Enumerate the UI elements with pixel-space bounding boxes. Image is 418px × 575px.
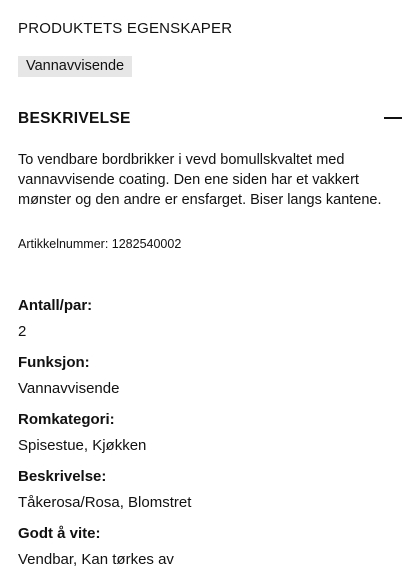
property-tag-water-repellent[interactable]: Vannavvisende [18, 56, 132, 77]
attribute-value: Tåkerosa/Rosa, Blomstret [18, 494, 192, 511]
attribute-quantity [18, 296, 402, 342]
attribute-value: 2 [18, 323, 27, 340]
article-number: Artikkelnummer: 1282540002 [18, 237, 182, 251]
attribute-label: Romkategori: [18, 411, 115, 428]
description-accordion-header[interactable] [18, 108, 402, 130]
attribute-label: Funksjon: [18, 354, 90, 371]
attribute-label: Antall/par: [18, 297, 93, 314]
attribute-room-category [18, 410, 402, 456]
attribute-description [18, 467, 402, 513]
attribute-label: Beskrivelse: [18, 468, 107, 485]
attribute-good-to-know [18, 524, 402, 570]
attribute-value: Vendbar, Kan tørkes av [18, 551, 174, 568]
description-text: To vendbare bordbrikker i vevd bomullskvaltet med vannavvisende coating. Den ene siden har et vakkert mønster og den andre er ensfarget. Biser langs kantene. [18, 152, 382, 208]
description-title: BESKRIVELSE [18, 110, 131, 127]
attribute-label: Godt å vite: [18, 525, 101, 542]
minus-icon[interactable] [384, 117, 402, 119]
attribute-value: Vannavvisende [18, 380, 120, 397]
attribute-value: Spisestue, Kjøkken [18, 437, 147, 454]
product-properties-title: PRODUKTETS EGENSKAPER [18, 20, 233, 37]
attribute-function [18, 353, 402, 399]
